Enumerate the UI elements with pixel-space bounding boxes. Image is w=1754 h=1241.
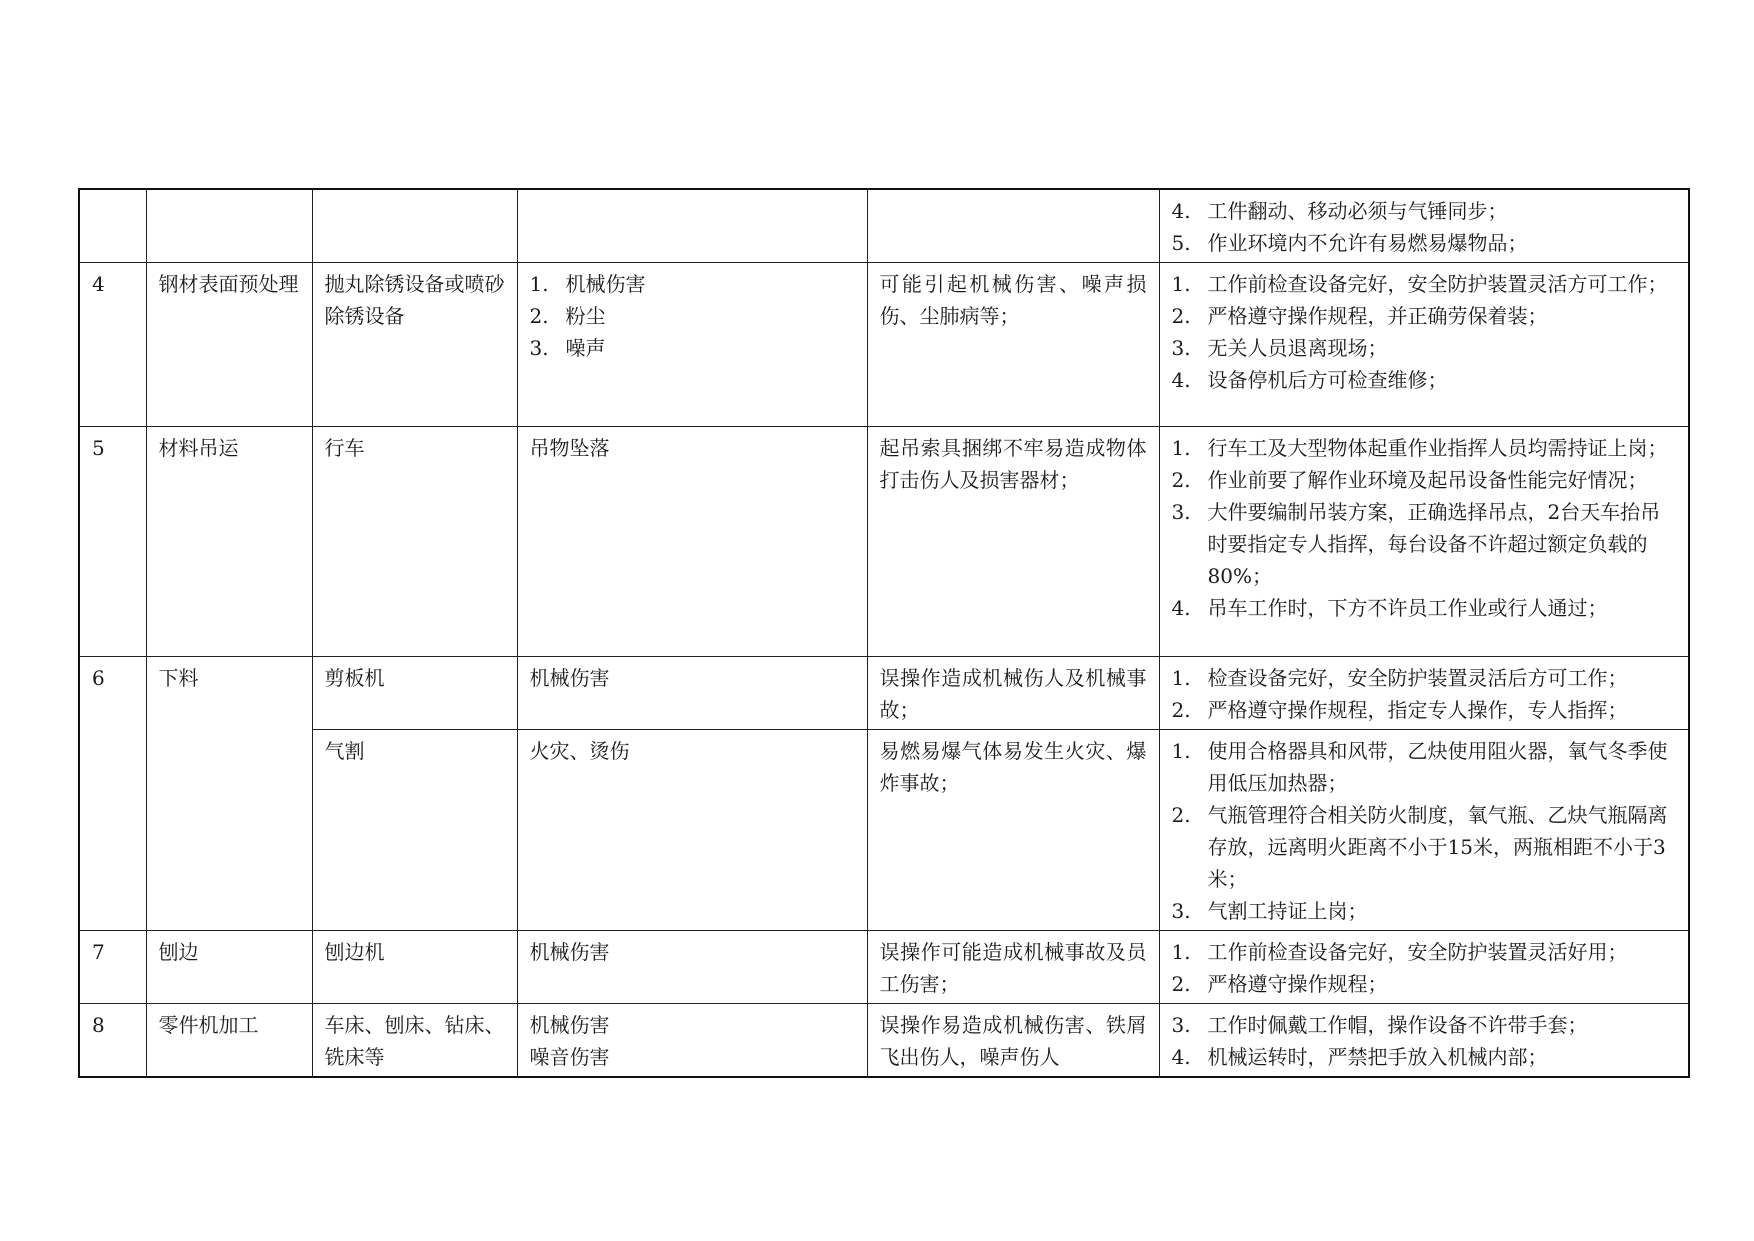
hazard-cell	[517, 1004, 867, 1078]
consequence-cell: 可能引起机械伤害、噪声损伤、尘肺病等；	[867, 263, 1159, 427]
list-item: 2. 作业前要了解作业环境及起吊设备性能完好情况；	[1171, 468, 1648, 492]
consequence-cell: 误操作可能造成机械事故及员工伤害；	[867, 931, 1159, 1004]
list-item: 4. 机械运转时，严禁把手放入机械内部；	[1171, 1045, 1548, 1069]
measures-list	[1172, 268, 1677, 396]
no-cell: 5	[79, 427, 146, 657]
process-cell: 刨边	[146, 931, 312, 1004]
no-cell: 4	[79, 263, 146, 427]
measures-cell	[1159, 427, 1689, 657]
list-item: 3. 工作时佩戴工作帽，操作设备不许带手套；	[1171, 1013, 1588, 1037]
hazard-line: 机械伤害	[529, 1013, 610, 1037]
measures-cell	[1159, 189, 1689, 263]
hazard-cell	[517, 189, 867, 263]
measures-cell	[1159, 657, 1689, 730]
no-cell: 8	[79, 1004, 146, 1078]
list-item: 4. 工件翻动、移动必须与气锤同步；	[1171, 199, 1508, 223]
table-row	[79, 427, 1689, 657]
list-item: 2. 严格遵守操作规程，指定专人操作，专人指挥；	[1171, 698, 1628, 722]
hazard-cell: 机械伤害	[517, 657, 867, 730]
no-cell: 7	[79, 931, 146, 1004]
measures-list	[1172, 432, 1677, 624]
measures-cell	[1159, 730, 1689, 931]
process-cell: 下料	[146, 657, 312, 931]
hazard-cell: 机械伤害	[517, 931, 867, 1004]
table-row	[79, 263, 1689, 427]
list-item: 1. 使用合格器具和风带，乙炔使用阻火器，氧气冬季使用低压加热器；	[1171, 739, 1668, 795]
equipment-cell: 刨边机	[312, 931, 517, 1004]
measures-cell	[1159, 1004, 1689, 1078]
consequence-cell: 易燃易爆气体易发生火灾、爆炸事故；	[867, 730, 1159, 931]
measures-cell	[1159, 931, 1689, 1004]
hazard-cell: 吊物坠落	[517, 427, 867, 657]
consequence-cell: 误操作造成机械伤人及机械事故；	[867, 657, 1159, 730]
list-item: 3. 无关人员退离现场；	[1171, 336, 1388, 360]
table-row	[79, 730, 1689, 931]
list-item: 4. 设备停机后方可检查维修；	[1171, 368, 1448, 392]
process-cell: 零件机加工	[146, 1004, 312, 1078]
measures-list	[1172, 1009, 1677, 1073]
measures-list	[1172, 662, 1677, 726]
consequence-cell: 误操作易造成机械伤害、铁屑飞出伤人，噪声伤人	[867, 1004, 1159, 1078]
list-item: 1. 工作前检查设备完好，安全防护装置灵活方可工作；	[1171, 272, 1668, 296]
hazard-line: 噪音伤害	[529, 1045, 610, 1069]
list-item: 5. 作业环境内不允许有易燃易爆物品；	[1171, 231, 1528, 255]
no-cell: 6	[79, 657, 146, 931]
equipment-cell	[312, 189, 517, 263]
list-item: 4. 吊车工作时，下方不许员工作业或行人通过；	[1171, 596, 1608, 620]
equipment-cell: 抛丸除锈设备或喷砂除锈设备	[312, 263, 517, 427]
list-item: 2. 气瓶管理符合相关防火制度，氧气瓶、乙炔气瓶隔离存放，远离明火距离不小于15米，两瓶相距不小于3米；	[1171, 803, 1668, 891]
table-row	[79, 657, 1689, 730]
hazard-cell: 火灾、烫伤	[517, 730, 867, 931]
list-item: 2. 严格遵守操作规程，并正确劳保着装；	[1171, 304, 1548, 328]
consequence-cell	[867, 189, 1159, 263]
equipment-cell: 剪板机	[312, 657, 517, 730]
safety-risk-table	[78, 188, 1690, 1078]
table-row	[79, 189, 1689, 263]
equipment-cell: 行车	[312, 427, 517, 657]
list-item: 3. 噪声	[529, 336, 606, 360]
equipment-cell: 车床、刨床、钻床、铣床等	[312, 1004, 517, 1078]
process-cell: 钢材表面预处理	[146, 263, 312, 427]
process-cell	[146, 189, 312, 263]
list-item: 2. 粉尘	[529, 304, 606, 328]
process-cell: 材料吊运	[146, 427, 312, 657]
hazard-cell	[517, 263, 867, 427]
no-cell	[79, 189, 146, 263]
consequence-cell: 起吊索具捆绑不牢易造成物体打击伤人及损害器材；	[867, 427, 1159, 657]
list-item: 2. 严格遵守操作规程；	[1171, 972, 1388, 996]
table-row	[79, 931, 1689, 1004]
list-item: 1. 机械伤害	[529, 272, 646, 296]
measures-list	[1172, 936, 1677, 1000]
measures-list	[1172, 735, 1677, 927]
equipment-cell: 气割	[312, 730, 517, 931]
measures-cell	[1159, 263, 1689, 427]
hazard-list	[530, 268, 855, 364]
table-row	[79, 1004, 1689, 1078]
list-item: 1. 检查设备完好，安全防护装置灵活后方可工作；	[1171, 666, 1628, 690]
list-item: 3. 气割工持证上岗；	[1171, 899, 1368, 923]
list-item: 1. 工作前检查设备完好，安全防护装置灵活好用；	[1171, 940, 1628, 964]
list-item: 1. 行车工及大型物体起重作业指挥人员均需持证上岗；	[1171, 436, 1668, 460]
measures-list	[1172, 195, 1677, 259]
list-item: 3. 大件要编制吊装方案，正确选择吊点，2台天车抬吊时要指定专人指挥，每台设备不许超过额定负载的80%；	[1171, 500, 1661, 588]
